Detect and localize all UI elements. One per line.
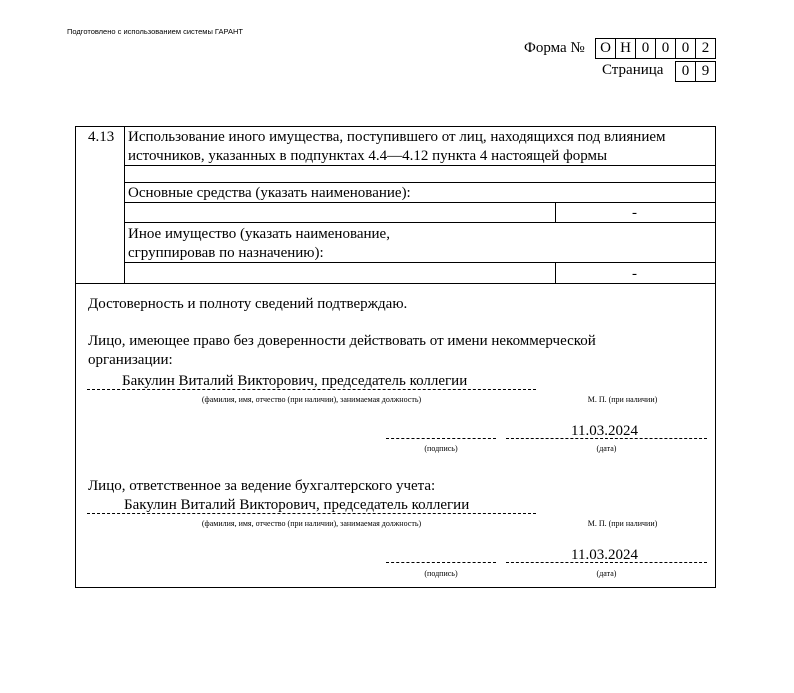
signer2-fio-caption: (фамилия, имя, отчество (при наличии), занимаемая должность): [201, 519, 422, 528]
form-code-cell: 0: [675, 38, 696, 59]
page-label: Страница: [602, 62, 664, 78]
value-column-divider: [555, 202, 556, 222]
signer1-name-underline: [87, 389, 536, 390]
other-property-label-line1: Иное имущество (указать наименование,: [128, 226, 390, 242]
signer2-date-line: [506, 562, 707, 563]
other-property-value: -: [632, 266, 637, 282]
fixed-assets-value: -: [632, 205, 637, 221]
confirmation-statement: Достоверность и полноту сведений подтверждаю.: [88, 296, 408, 312]
signer2-date-caption: (дата): [596, 569, 617, 578]
signer2-stamp-caption: М. П. (при наличии): [587, 519, 658, 528]
signer1-label-line2: организации:: [88, 352, 173, 368]
fixed-assets-label: Основные средства (указать наименование):: [128, 185, 411, 201]
form-number-label: Форма №: [524, 40, 585, 56]
row-line: [124, 262, 716, 263]
garant-note: Подготовлено с использованием системы ГАРАНТ: [67, 27, 243, 36]
signer2-label: Лицо, ответственное за ведение бухгалтерского учета:: [88, 478, 436, 494]
signer1-stamp-caption: М. П. (при наличии): [587, 395, 658, 404]
row-line: [124, 165, 716, 166]
form-code-cell: 0: [635, 38, 656, 59]
section-title-line1: Использование иного имущества, поступившего от лиц, находящихся под влиянием: [128, 129, 666, 145]
other-property-label-line2: сгруппировав по назначению):: [128, 245, 324, 261]
signer1-fio-caption: (фамилия, имя, отчество (при наличии), занимаемая должность): [201, 395, 422, 404]
signer1-label-line1: Лицо, имеющее право без доверенности действовать от имени некоммерческой: [88, 333, 596, 349]
signer1-name: Бакулин Виталий Викторович, председатель коллегии: [122, 373, 468, 389]
number-column-divider: [124, 126, 125, 283]
signer1-date-caption: (дата): [596, 444, 617, 453]
form-code-cell: 0: [655, 38, 676, 59]
section-number: 4.13: [88, 129, 115, 145]
value-column-divider: [555, 262, 556, 283]
form-code-cell: 2: [695, 38, 716, 59]
form-code-cell: Н: [615, 38, 636, 59]
signer2-signature-line: [386, 562, 496, 563]
row-line: [124, 202, 716, 203]
form-code-cell: О: [595, 38, 616, 59]
signer1-signature-line: [386, 438, 496, 439]
page-number-cell: 0: [675, 61, 696, 82]
signer1-date-line: [506, 438, 707, 439]
signer1-date: 11.03.2024: [571, 423, 638, 439]
signer1-signature-caption: (подпись): [424, 444, 458, 453]
signer2-date: 11.03.2024: [571, 547, 638, 563]
signer2-name: Бакулин Виталий Викторович, председатель коллегии: [124, 497, 470, 513]
section-divider: [75, 283, 716, 284]
signer2-name-underline: [87, 513, 536, 514]
section-title-line2: источников, указанных в подпунктах 4.4—4.12 пункта 4 настоящей формы: [128, 148, 608, 164]
row-line: [124, 222, 716, 223]
signer2-signature-caption: (подпись): [424, 569, 458, 578]
page-number-cell: 9: [695, 61, 716, 82]
